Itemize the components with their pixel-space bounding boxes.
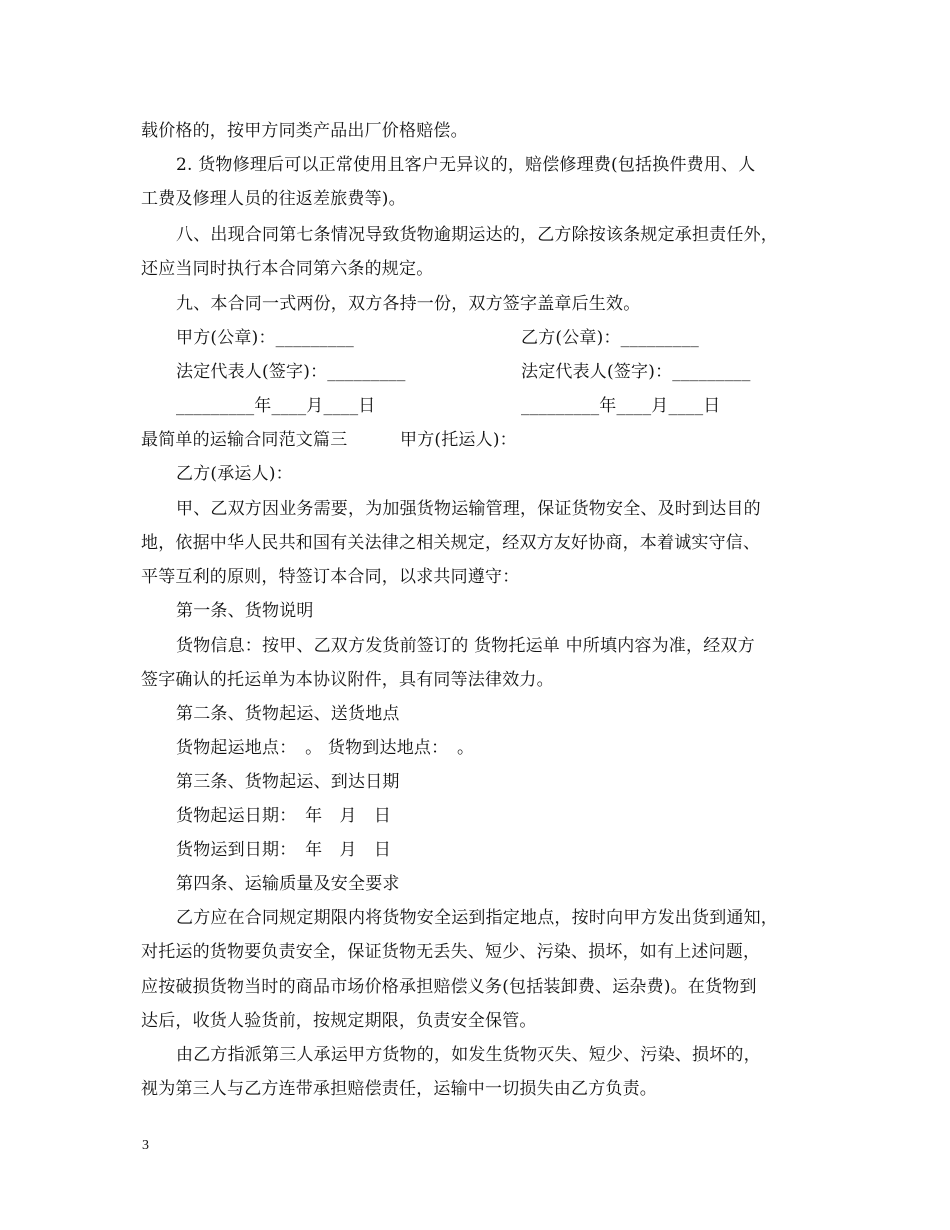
text-line: 达后，收货人验货前，按规定期限，负责安全保管。 <box>141 1011 537 1031</box>
text-line: 货物信息：按甲、乙双方发货前签订的 货物托运单 中所填内容为准，经双方 <box>176 636 755 656</box>
party-a-date: _________年____月____日 <box>176 396 376 416</box>
article-heading: 第二条、货物起运、送货地点 <box>176 704 400 724</box>
text-line: 乙方应在合同规定期限内将货物安全运到指定地点，按时向甲方发出货到通知， <box>176 908 778 928</box>
text-line: 货物运到日期： 年 月 日 <box>176 840 392 860</box>
page-number: 3 <box>142 1138 149 1153</box>
text-line: 货物起运地点： 。 货物到达地点： 。 <box>176 738 475 758</box>
party-b-date: _________年____月____日 <box>521 396 721 416</box>
text-line: 平等互利的原则，特签订本合同，以求共同遵守： <box>141 567 520 587</box>
text-line: 工费及修理人员的往返差旅费等)。 <box>141 189 406 209</box>
text-line: 八、出现合同第七条情况导致货物逾期运达的，乙方除按该条规定承担责任外， <box>176 225 778 245</box>
text-line: 货物起运日期： 年 月 日 <box>176 806 392 826</box>
text-line: 应按破损货物当时的商品市场价格承担赔偿义务(包括装卸费、运杂费)。在货物到 <box>141 977 757 997</box>
article-heading: 第三条、货物起运、到达日期 <box>176 772 400 792</box>
text-line: 甲、乙双方因业务需要，为加强货物运输管理，保证货物安全、及时到达目的 <box>176 499 761 519</box>
text-line: 九、本合同一式两份，双方各持一份，双方签字盖章后生效。 <box>176 294 641 314</box>
party-a-shipper: 甲方(托运人)： <box>400 430 517 450</box>
text-line: 地，依据中华人民共和国有关法律之相关规定，经双方友好协商，本着诚实守信、 <box>141 533 761 553</box>
text-line: 由乙方指派第三人承运甲方货物的，如发生货物灭失、短少、污染、损坏的， <box>176 1045 761 1065</box>
text-line: 2. 货物修理后可以正常使用且客户无异议的，赔偿修理费(包括换件费用、人 <box>176 155 756 175</box>
text-line: 载价格的，按甲方同类产品出厂价格赔偿。 <box>141 121 468 141</box>
party-b-legal-rep: 法定代表人(签字)：_________ <box>521 362 751 382</box>
section-title: 最简单的运输合同范文篇三 <box>141 430 348 450</box>
article-heading: 第四条、运输质量及安全要求 <box>176 874 400 894</box>
party-a-legal-rep: 法定代表人(签字)：_________ <box>176 362 406 382</box>
party-b-seal: 乙方(公章)：_________ <box>521 328 699 348</box>
text-line: 签字确认的托运单为本协议附件，具有同等法律效力。 <box>141 670 554 690</box>
article-heading: 第一条、货物说明 <box>176 601 314 621</box>
party-b-carrier: 乙方(承运人)： <box>176 464 293 484</box>
text-line: 对托运的货物要负责安全，保证货物无丢失、短少、污染、损坏，如有上述问题， <box>141 942 761 962</box>
text-line: 视为第三人与乙方连带承担赔偿责任，运输中一切损失由乙方负责。 <box>141 1079 657 1099</box>
party-a-seal: 甲方(公章)：_________ <box>176 328 354 348</box>
text-line: 还应当同时执行本合同第六条的规定。 <box>141 259 434 279</box>
